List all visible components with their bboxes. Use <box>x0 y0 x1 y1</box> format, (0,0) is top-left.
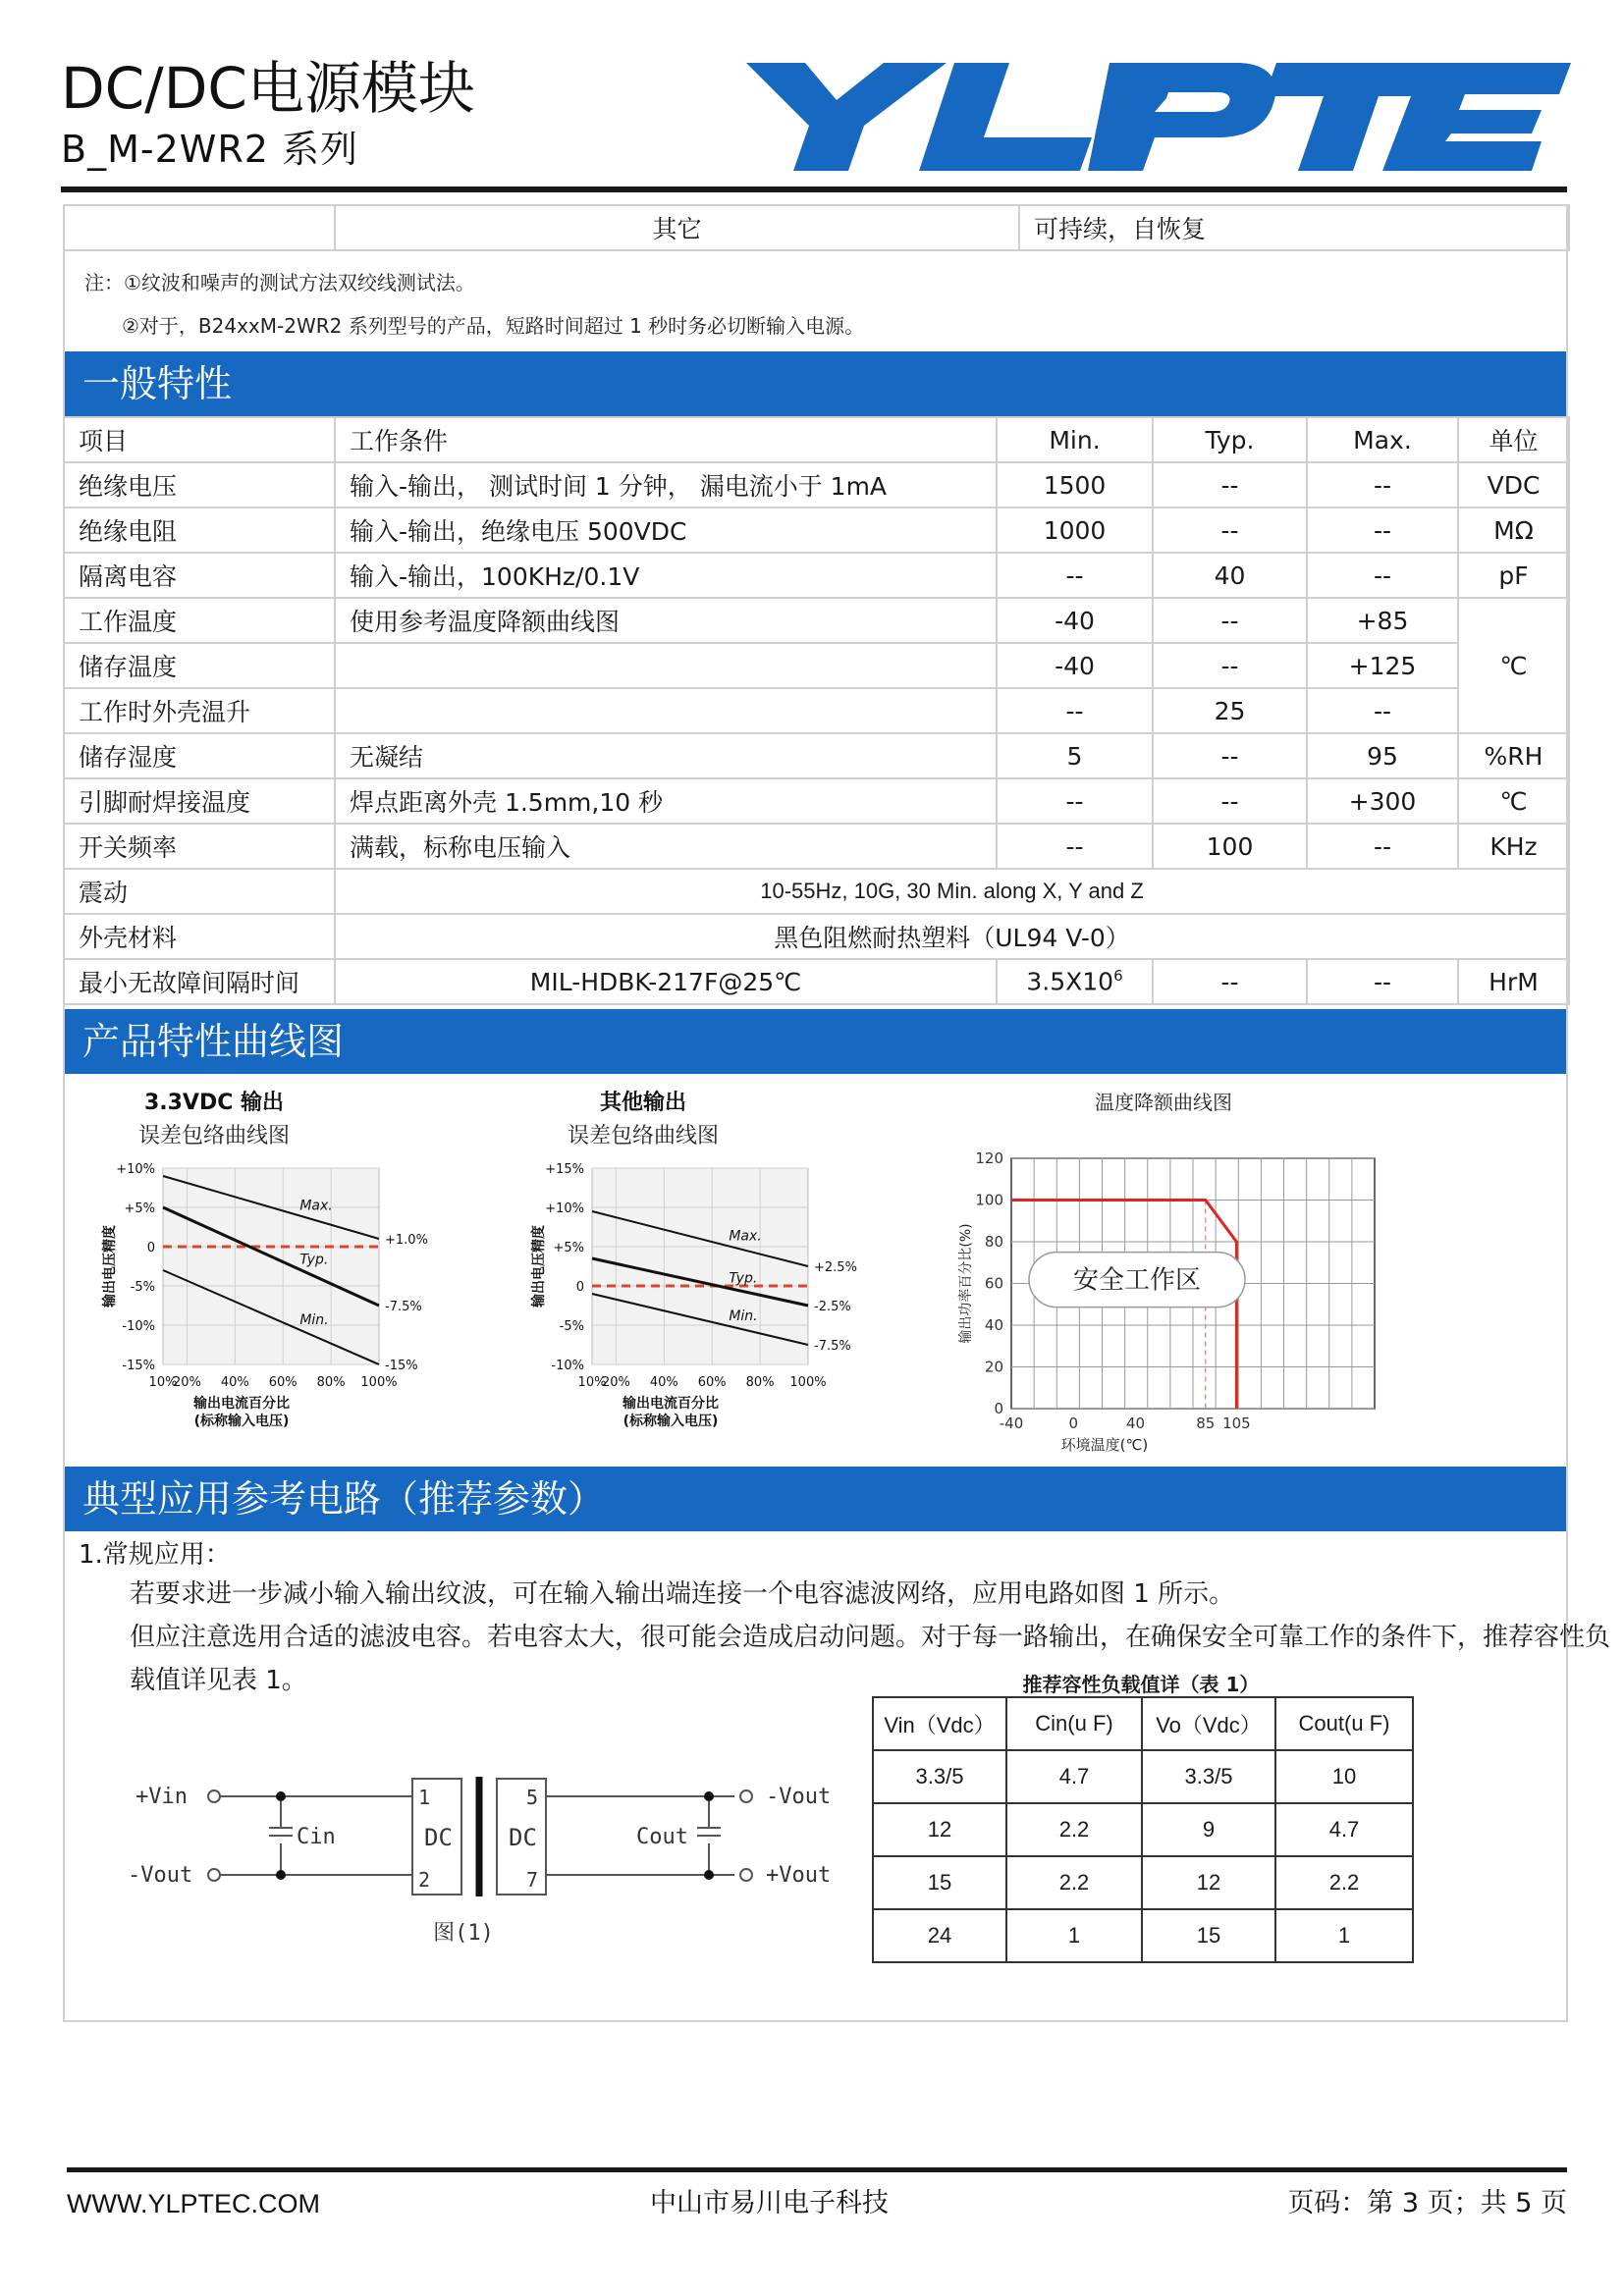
series-label: Max. <box>729 1228 762 1245</box>
table-cell: 开关频率 <box>64 824 335 869</box>
x-tick-label: 105 <box>1222 1415 1251 1432</box>
section-curves-title: 产品特性曲线图 <box>65 1009 1566 1074</box>
table-cell: 储存湿度 <box>64 733 335 778</box>
table-row <box>873 1856 1413 1909</box>
pin-minus-vin-label: -Vout <box>128 1863 193 1888</box>
table-cell: 外壳材料 <box>64 914 335 959</box>
table-cell: KHz <box>1458 824 1569 869</box>
table-cell: 引脚耐焊接温度 <box>64 778 335 824</box>
table-row <box>64 914 1569 959</box>
y-tick-label: +10% <box>116 1162 155 1177</box>
table-row <box>64 733 1569 778</box>
table-cell: -- <box>1153 778 1307 824</box>
table-row <box>64 959 1569 1004</box>
table-cell: 震动 <box>64 869 335 914</box>
x-axis-label: 输出电流百分比 <box>193 1396 290 1412</box>
header-cell: Cout(u F) <box>1275 1697 1413 1750</box>
document-title: DC/DC电源模块 <box>61 55 475 122</box>
mtbf-min-base: 3.5X10 <box>1026 967 1114 996</box>
pin-minus-vout-label: -Vout <box>766 1785 832 1809</box>
y-tick-label: -10% <box>122 1319 155 1334</box>
table-row <box>64 869 1569 914</box>
pin-1-label: 1 <box>418 1786 431 1809</box>
table-cell: 隔离电容 <box>64 553 335 598</box>
series-label: Min. <box>299 1311 329 1328</box>
chart-title: 其他输出 <box>599 1091 687 1115</box>
table-row <box>64 553 1569 598</box>
table-cell: 24 <box>873 1909 1006 1962</box>
x-tick-label: 20% <box>172 1375 201 1390</box>
table-cell: 无凝结 <box>335 733 997 778</box>
section-general-title: 一般特性 <box>65 351 1566 416</box>
protection-table <box>63 204 1570 251</box>
table-cell: 4.7 <box>1006 1750 1142 1803</box>
table-cell: 10-55Hz, 10G, 30 Min. along X, Y and Z <box>335 869 1569 914</box>
y-tick-label: 0 <box>575 1280 584 1295</box>
x-tick-label: 85 <box>1196 1415 1216 1432</box>
header-cell: Vin（Vdc） <box>873 1697 1006 1750</box>
header-cell: Typ. <box>1153 417 1307 462</box>
note-2: ②对于，B24xxM-2WR2 系列型号的产品，短路时间超过 1 秒时务必切断输入电源。 <box>122 314 865 338</box>
table-cell: 其它 <box>335 205 1019 250</box>
y-tick-label: 40 <box>984 1316 1003 1334</box>
series-end-label: +2.5% <box>814 1260 857 1275</box>
series-end-label: -7.5% <box>814 1339 851 1354</box>
table-cell: 2.2 <box>1006 1856 1142 1909</box>
application-heading: 1.常规应用： <box>79 1540 231 1570</box>
table-cell: 12 <box>873 1803 1006 1856</box>
chart-subtitle: 误差包络曲线图 <box>567 1124 720 1148</box>
footer-rule <box>67 2167 1567 2172</box>
cin-label: Cin <box>297 1825 336 1849</box>
table-row <box>64 824 1569 869</box>
table-row <box>64 598 1569 643</box>
table-cell: HrM <box>1458 959 1569 1004</box>
table-cell: 工作时外壳温升 <box>64 688 335 733</box>
y-tick-label: +5% <box>553 1241 584 1255</box>
table-cell: -40 <box>997 643 1153 688</box>
safe-area-label: 安全工作区 <box>1072 1265 1202 1296</box>
mtbf-min-exp: 6 <box>1113 967 1123 986</box>
table-cell: 10 <box>1275 1750 1413 1803</box>
table-cell: 1 <box>1006 1909 1142 1962</box>
table-cell: -- <box>1307 688 1458 733</box>
table-cell: 15 <box>1142 1909 1275 1962</box>
table-cell <box>335 688 997 733</box>
x-tick-label: 80% <box>745 1375 775 1390</box>
x-tick-label: 80% <box>316 1375 346 1390</box>
table-cell: 1500 <box>997 462 1153 507</box>
header-rule <box>61 187 1567 192</box>
table-cell: 满载，标称电压输入 <box>335 824 997 869</box>
series-label: Min. <box>729 1308 758 1324</box>
y-tick-label: -15% <box>122 1359 155 1373</box>
table-cell: 3.3/5 <box>873 1750 1006 1803</box>
footer-page-number: 页码：第 3 页；共 5 页 <box>1287 2188 1567 2218</box>
table-cell: 100 <box>1153 824 1307 869</box>
y-axis-label: 输出电压精度 <box>531 1225 547 1308</box>
table-cell: +125 <box>1307 643 1458 688</box>
dc-left-label: DC <box>424 1824 453 1851</box>
series-end-label: -2.5% <box>814 1300 851 1314</box>
table-cell: 2.2 <box>1006 1803 1142 1856</box>
chart-title: 温度降额曲线图 <box>1095 1091 1232 1114</box>
chart-temperature-derating <box>943 1080 1404 1472</box>
notes <box>65 253 1566 349</box>
table-cell: -- <box>997 688 1153 733</box>
header-cell: 单位 <box>1458 417 1569 462</box>
x-tick-label: 10% <box>148 1375 178 1390</box>
table-cell: 5 <box>997 733 1153 778</box>
general-spec-table <box>63 416 1570 1005</box>
table-cell: 15 <box>873 1856 1006 1909</box>
table-cell: VDC <box>1458 462 1569 507</box>
x-tick-label: 100% <box>360 1375 398 1390</box>
table-cell: 95 <box>1307 733 1458 778</box>
table-cell <box>64 205 335 250</box>
table-cell: -- <box>1307 553 1458 598</box>
table-cell: -- <box>1307 959 1458 1004</box>
x-tick-label: 10% <box>577 1375 607 1390</box>
table-cell: 1000 <box>997 507 1153 553</box>
x-tick-label: 100% <box>789 1375 827 1390</box>
series-label: Typ. <box>729 1270 758 1287</box>
table-cell: ℃ <box>1458 598 1569 733</box>
table-cell: 12 <box>1142 1856 1275 1909</box>
table-cell: -40 <box>997 598 1153 643</box>
y-tick-label: 80 <box>984 1233 1003 1251</box>
y-axis-label: 输出功率百分比(%) <box>958 1223 974 1344</box>
table-cell: -- <box>1307 507 1458 553</box>
application-para-2b: 载值详见表 1。 <box>130 1666 307 1695</box>
table-cell: pF <box>1458 553 1569 598</box>
y-tick-label: +5% <box>124 1201 155 1216</box>
x-tick-label: 20% <box>601 1375 630 1390</box>
chart-other-envelope <box>515 1080 943 1468</box>
application-para-2a: 但应注意选用合适的滤波电容。若电容太大，很可能会造成启动问题。对于每一路输出，在确保安全可靠工作的条件下，推荐容性负 <box>130 1623 1611 1652</box>
table-cell: 工作温度 <box>64 598 335 643</box>
x-tick-label: 60% <box>697 1375 727 1390</box>
footer-company: 中山市易川电子科技 <box>650 2188 889 2218</box>
x-tick-label: -40 <box>999 1415 1024 1432</box>
cout-label: Cout <box>636 1825 688 1849</box>
ylptec-logo <box>727 63 1571 171</box>
header-cell: Vo（Vdc） <box>1142 1697 1275 1750</box>
table-cell: -- <box>1153 598 1307 643</box>
table-cell: 焊点距离外壳 1.5mm,10 秒 <box>335 778 997 824</box>
header-cell: Cin(u F) <box>1006 1697 1142 1750</box>
table-cell: -- <box>1153 959 1307 1004</box>
table-cell: -- <box>1153 733 1307 778</box>
table-cell: 使用参考温度降额曲线图 <box>335 598 997 643</box>
table-header-row <box>873 1697 1413 1750</box>
table-row <box>64 462 1569 507</box>
y-tick-label: -5% <box>130 1280 155 1295</box>
x-tick-label: 40% <box>649 1375 678 1390</box>
chart-subtitle: 误差包络曲线图 <box>137 1124 291 1148</box>
x-tick-label: 40% <box>220 1375 249 1390</box>
table-cell: 最小无故障间隔时间 <box>64 959 335 1004</box>
x-axis-label: 输出电流百分比 <box>623 1396 719 1412</box>
pin-5-label: 5 <box>526 1786 539 1809</box>
x-tick-label: 60% <box>268 1375 298 1390</box>
table-cell: 25 <box>1153 688 1307 733</box>
table-row <box>64 688 1569 733</box>
section-application-title: 典型应用参考电路（推荐参数） <box>65 1467 1566 1531</box>
table-cell: -- <box>1153 643 1307 688</box>
table-cell: 输入-输出，绝缘电压 500VDC <box>335 507 997 553</box>
table-cell: -- <box>997 824 1153 869</box>
table-cell: %RH <box>1458 733 1569 778</box>
table-row <box>64 643 1569 688</box>
table-cell: 2.2 <box>1275 1856 1413 1909</box>
table-cell: 储存温度 <box>64 643 335 688</box>
x-axis-label-note: (标称输入电压) <box>623 1414 719 1429</box>
table-row <box>873 1803 1413 1856</box>
application-para-1: 若要求进一步减小输入输出纹波，可在输入输出端连接一个电容滤波网络，应用电路如图 1 所示。 <box>130 1579 1235 1609</box>
table-cell: 3.3/5 <box>1142 1750 1275 1803</box>
series-end-label: +1.0% <box>385 1233 428 1248</box>
table-row <box>64 778 1569 824</box>
table-cell <box>335 643 997 688</box>
series-subtitle: B_M-2WR2 系列 <box>61 128 358 171</box>
table-row <box>873 1909 1413 1962</box>
table-cell: +300 <box>1307 778 1458 824</box>
y-tick-label: -10% <box>551 1359 584 1373</box>
cap-load-table <box>872 1696 1414 1963</box>
table-cell: -- <box>997 553 1153 598</box>
plot-area <box>163 1168 379 1364</box>
table-cell: 输入-输出， 测试时间 1 分钟， 漏电流小于 1mA <box>335 462 997 507</box>
y-axis-label: 输出电压精度 <box>102 1225 118 1308</box>
header-cell: 项目 <box>64 417 335 462</box>
table-cell: 输入-输出，100KHz/0.1V <box>335 553 997 598</box>
y-tick-label: +15% <box>545 1162 584 1177</box>
y-tick-label: -5% <box>559 1319 584 1334</box>
table-cell: 9 <box>1142 1803 1275 1856</box>
footer-website: WWW.YLPTEC.COM <box>67 2189 320 2218</box>
header-cell: Min. <box>997 417 1153 462</box>
table-cell: -- <box>997 778 1153 824</box>
table-cell: MIL-HDBK-217F@25℃ <box>335 959 997 1004</box>
note-1: 注：①纹波和噪声的测试方法双绞线测试法。 <box>84 271 475 294</box>
application-circuit-diagram <box>118 1757 864 1953</box>
table-cell: 绝缘电阻 <box>64 507 335 553</box>
x-tick-label: 0 <box>1068 1415 1079 1432</box>
table-cell: 可持续，自恢复 <box>1019 205 1569 250</box>
y-tick-label: 20 <box>984 1358 1003 1376</box>
y-tick-label: 100 <box>975 1191 1003 1209</box>
table-cell <box>997 959 1153 1004</box>
figure-caption: 图(1) <box>433 1921 494 1946</box>
table-cell: 黑色阻燃耐热塑料（UL94 V-0） <box>335 914 1569 959</box>
table-cell: -- <box>1153 507 1307 553</box>
table-header-row <box>64 417 1569 462</box>
x-axis-label: 环境温度(℃) <box>1060 1436 1149 1454</box>
table-cell: 绝缘电压 <box>64 462 335 507</box>
x-tick-label: 40 <box>1126 1415 1146 1432</box>
table-cell: ℃ <box>1458 778 1569 824</box>
chart-33v-envelope <box>86 1080 509 1468</box>
table-row <box>873 1750 1413 1803</box>
table-cell: -- <box>1307 824 1458 869</box>
y-tick-label: 0 <box>146 1241 155 1255</box>
series-label: Max. <box>299 1198 333 1214</box>
pin-plus-vin-label: +Vin <box>135 1785 188 1809</box>
series-end-label: -15% <box>385 1359 418 1373</box>
chart-title: 3.3VDC 输出 <box>143 1091 285 1115</box>
y-tick-label: 60 <box>984 1274 1003 1293</box>
y-tick-label: 120 <box>975 1149 1003 1167</box>
series-end-label: -7.5% <box>385 1300 422 1314</box>
table-cell: 4.7 <box>1275 1803 1413 1856</box>
pin-plus-vout-label: +Vout <box>766 1863 832 1888</box>
pin-2-label: 2 <box>418 1868 431 1892</box>
table-cell: MΩ <box>1458 507 1569 553</box>
pin-7-label: 7 <box>526 1868 539 1892</box>
table-cell: +85 <box>1307 598 1458 643</box>
x-axis-label-note: (标称输入电压) <box>193 1414 290 1429</box>
header-cell: Max. <box>1307 417 1458 462</box>
series-label: Typ. <box>299 1252 329 1268</box>
cap-table-title: 推荐容性负载值详（表 1） <box>1022 1673 1260 1696</box>
header-cell: 工作条件 <box>335 417 997 462</box>
y-tick-label: +10% <box>545 1201 584 1216</box>
y-tick-label: 0 <box>994 1400 1003 1417</box>
dc-right-label: DC <box>509 1824 537 1851</box>
table-cell: -- <box>1307 462 1458 507</box>
table-cell: 1 <box>1275 1909 1413 1962</box>
table-cell: 40 <box>1153 553 1307 598</box>
table-row <box>64 507 1569 553</box>
table-cell: -- <box>1153 462 1307 507</box>
